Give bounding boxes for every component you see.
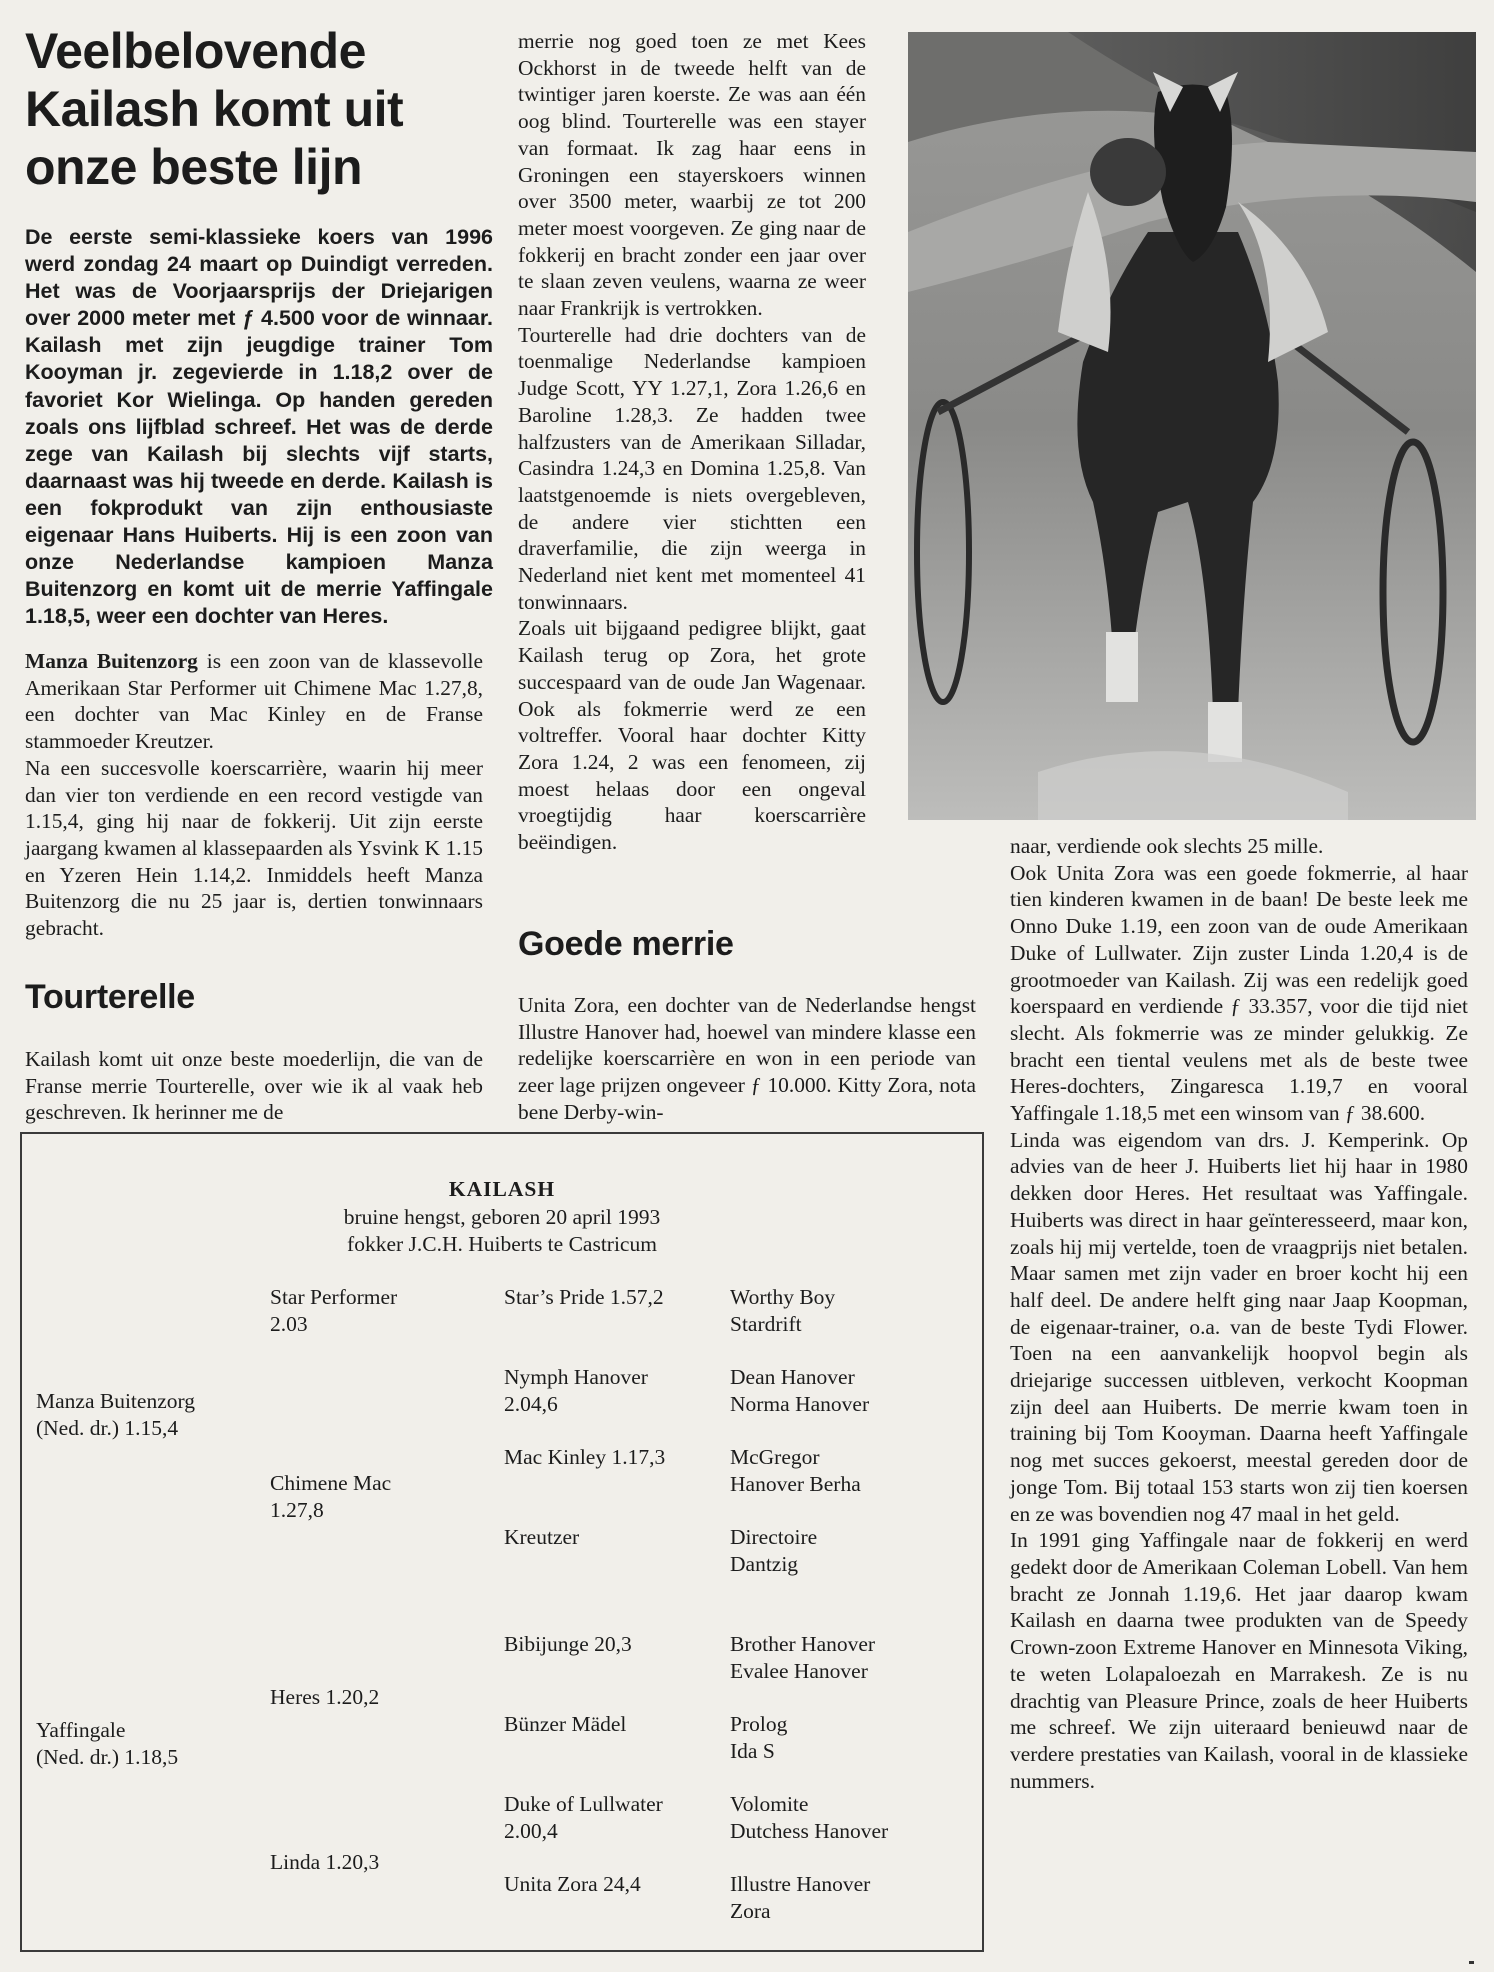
section-title-goede-merrie: Goede merrie — [518, 925, 734, 963]
col2-paragraph-2: Tourterelle had drie dochters van de toenmalige Nederlandse kampioen Judge Scott, YY 1.27,1, Zora 1.26,6 en Baroline 1.28,3. Ze hadden twee halfzusters van de Amerikaan Silladar, Casindra 1.24,3 en Domina 1.25,8. Van laatstgenoemde is niets overgebleven, de andere vier stichtten een draverfamilie, die zijn weerga in Nederland niet kent met momenteel 41 tonwinnaars. — [518, 322, 866, 614]
pedigree-g3-8: Unita Zora 24,4 — [504, 1872, 641, 1896]
column-2-body-lower — [518, 992, 976, 1126]
pedigree-breeder: fokker J.C.H. Huiberts te Castricum — [347, 1232, 657, 1256]
col1-paragraph-2: Na een succesvolle koerscarrière, waarin hij meer dan vier ton verdiende en een record vestigde van 1.15,4, ging hij naar de fokkerij. Uit zijn eerste jaargang kwamen al klassepaarden als Ysvink K 1.15 en Yzeren Hein 1.14,2. Inmiddels heeft Manza Buitenzorg die nu 25 jaar is, dertien tonwinnaars gebracht. — [25, 755, 483, 941]
col3-paragraph-1: naar, verdiende ook slechts 25 mille. — [1010, 834, 1324, 858]
pedigree-g2-4: Linda 1.20,3 — [270, 1850, 380, 1874]
pedigree-description: bruine hengst, geboren 20 april 1993 — [343, 1205, 661, 1229]
column-1-body-lower — [25, 1046, 483, 1126]
col1-paragraph-3: Kailash komt uit onze beste moederlijn, die van de Franse merrie Tourterelle, over wie ik al vaak heb geschreven. Ik herinner me de — [25, 1047, 483, 1125]
pedigree-g3-1: Star’s Pride 1.57,2 — [504, 1285, 664, 1309]
pedigree-g2-2: Chimene Mac 1.27,8 — [270, 1471, 392, 1522]
pedigree-dam: Yaffingale (Ned. dr.) 1.18,5 — [36, 1718, 179, 1769]
column-2-body — [518, 28, 866, 856]
col2-paragraph-1: merrie nog goed toen ze met Kees Ockhorst in de tweede helft van de twintiger jaren koerste. Ze was aan één oog blind. Tourterelle was een stayer van formaat. Ik zag haar eens in Groningen een stayerskoers winnen over 3500 meter, waarbij ze tot 200 meter moest voorgeven. Ze ging naar de fokkerij en bracht zonder een jaar over te slaan zeven veulens, waarna ze weer naar Frankrijk is vertrokken. — [518, 29, 866, 321]
pedigree-g2-1: Star Performer 2.03 — [270, 1285, 398, 1336]
pedigree-g3-6: Bünzer Mädel — [504, 1712, 627, 1736]
pedigree-g4-4: Directoire Dantzig — [730, 1525, 818, 1576]
col3-paragraph-4: In 1991 ging Yaffingale naar de fokkerij en werd gedekt door de Amerikaan Coleman Lobell. Van hem bracht ze Jonnah 1.19,6. Het jaar daarop kwam Kailash en daarna twee produkten van de Speedy Crown-zoon Extreme Hanover en Minnesota Viking, te weten Lolapaloezah en Marrakesh. Ze is nu drachtig van Pleasure Prince, zoals de heer Huiberts me schreef. We zijn uiteraard benieuwd naar de verdere prestaties van Kailash, vooral in de klassieke nummers. — [1010, 1528, 1468, 1793]
harness-racing-photo — [908, 32, 1476, 820]
pedigree-g4-5: Brother Hanover Evalee Hanover — [730, 1632, 876, 1683]
article-headline: Veelbelovende Kailash komt uit onze beste lijn — [25, 23, 404, 195]
pedigree-g4-6: Prolog Ida S — [730, 1712, 788, 1763]
pedigree-g3-4: Kreutzer — [504, 1525, 580, 1549]
pedigree-g3-2: Nymph Hanover 2.04,6 — [504, 1365, 648, 1416]
pedigree-g3-3: Mac Kinley 1.17,3 — [504, 1445, 666, 1469]
col3-paragraph-3: Linda was eigendom van drs. J. Kemperink. Op advies van de heer J. Huiberts liet hij haar in 1980 dekken door Heres. Het resultaat was Yaffingale. Huiberts was direct in haar geïnteresseerd, maar kon, zoals hij mij vertelde, toen de vraagprijs niet betalen. Maar samen met zijn vader en broer kocht hij een half deel. De andere helft ging naar Jaap Koopman, de eigenaar-trainer, o.a. van de beste Tydi Flower. Toen na een aanvankelijk hoopvol begin als driejarige successen uitbleven, verkocht Koopman zijn deel aan Huiberts. De merrie kwam toen in training bij Tom Kooyman. Daarna heeft Yaffingale nog met succes gekoerst, meestal gereden door de jonge Tom. Bij totaal 153 starts won zij tien koersen en ze was bovendien nog 47 maal in het geld. — [1010, 1127, 1468, 1526]
col2-paragraph-4: Unita Zora, een dochter van de Nederlandse hengst Illustre Hanover had, hoewel van mindere klasse een redelijke koerscarrière en won in een periode van zeer lage prijzen ongeveer ƒ 10.000. Kitty Zora, nota bene Derby-win- — [518, 993, 976, 1124]
pedigree-g4-2: Dean Hanover Norma Hanover — [730, 1365, 870, 1416]
page-edge-mark — [1469, 1961, 1474, 1964]
col3-paragraph-2: Ook Unita Zora was een goede fokmerrie, al haar tien kinderen kwamen in de baan! De beste leek me Onno Duke 1.19, een zoon van de oude Amerikaan Duke of Lullwater. Zijn zuster Linda 1.20,4 is de grootmoeder van Kailash. Zij was een redelijk goed koerspaard en verdiende ƒ 33.357, voor die tijd niet slecht. Als fokmerrie was ze minder gelukkig. Ze bracht een tiental veulens met als de beste twee Heres-dochters, Zingaresca 1.19,7 en vooral Yaffingale 1.18,5 met een winsom van ƒ 38.600. — [1010, 860, 1468, 1126]
manza-name: Manza Buitenzorg — [25, 649, 198, 673]
col2-paragraph-3: Zoals uit bijgaand pedigree blijkt, gaat Kailash terug op Zora, het grote succespaard van de oude Jan Wagenaar. Ook als fokmerrie werd ze een voltreffer. Vooral haar dochter Kitty Zora 1.24, 2 was een fenomeen, zij moest helaas door een ongeval vroegtijdig haar koerscarrière beëindigen. — [518, 616, 866, 855]
pedigree-g2-3: Heres 1.20,2 — [270, 1685, 380, 1709]
lead-paragraph: De eerste semi-klassieke koers van 1996 werd zondag 24 maart op Duindigt verreden. Het was de Voorjaarsprijs der Driejarigen over 2000 meter met ƒ 4.500 voor de winnaar. Kailash met zijn jeugdige trainer Tom Kooyman jr. zegevierde in 1.18,2 over de favoriet Kor Wielinga. Op handen gereden zoals ons lijfblad schreef. Het was de derde zege van Kailash bij slechts vijf starts, daarnaast was hij tweede en derde. Kailash is een fokprodukt van zijn enthousiaste eigenaar Hans Huiberts. Hij is een zoon van onze Nederlandse kampioen Manza Buitenzorg en komt uit de merrie Yaffingale 1.18,5, weer een dochter van Heres. — [25, 225, 493, 629]
section-title-tourterelle: Tourterelle — [25, 978, 195, 1016]
col1-paragraph-1: Manza Buitenzorg is een zoon van de klassevolle Amerikaan Star Performer uit Chimene Mac 1.27,8, een dochter van Mac Kinley en de Franse stammoeder Kreutzer. — [25, 649, 483, 754]
pedigree-g4-3: McGregor Hanover Berha — [730, 1445, 861, 1496]
column-3-body — [1010, 833, 1468, 1794]
pedigree-g4-1: Worthy Boy Stardrift — [730, 1285, 836, 1336]
pedigree-box — [20, 1132, 984, 1952]
pedigree-g4-7: Volomite Dutchess Hanover — [730, 1792, 889, 1843]
pedigree-g3-5: Bibijunge 20,3 — [504, 1632, 632, 1656]
pedigree-g3-7: Duke of Lullwater 2.00,4 — [504, 1792, 663, 1843]
pedigree-g4-8: Illustre Hanover Zora — [730, 1872, 871, 1923]
pedigree-horse-name: KAILASH — [448, 1177, 556, 1201]
column-1-body — [25, 648, 483, 942]
horse-photo-illustration — [908, 32, 1476, 820]
pedigree-sire: Manza Buitenzorg (Ned. dr.) 1.15,4 — [36, 1389, 196, 1440]
